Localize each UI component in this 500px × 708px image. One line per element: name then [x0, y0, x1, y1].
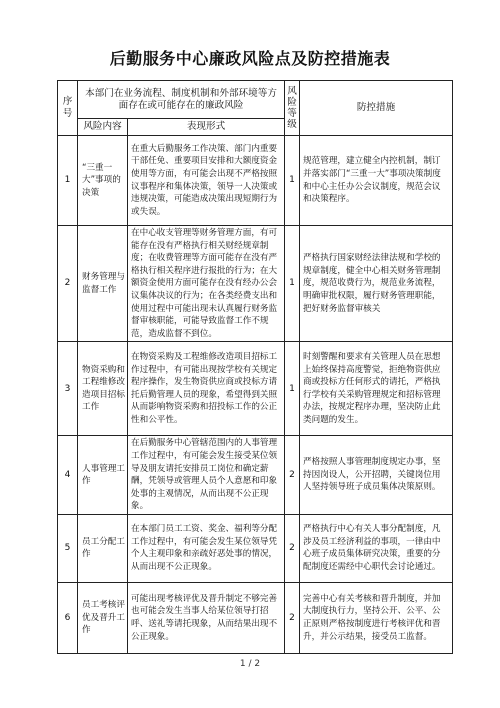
control-measures: 严格按照人事管理制度规定办事，坚持因岗设人，公开招聘，关键岗位用人坚持领导班子成员集体决策原则。 [300, 436, 453, 515]
table-row [58, 342, 453, 436]
risk-manifestation: 在物资采购及工程维修改造项目招标工作过程中，有可能出现按学校有关规定程序操作，发生物资供应商或投标方请托后勤管理人员的现象，希望得到关照从而影响物资采购和招投标工作的公正性和公平性。 [128, 342, 285, 436]
risk-content: 物资采购和工程维修改造项目招标工作 [78, 342, 128, 436]
row-number: 6 [58, 582, 78, 653]
risk-manifestation: 在重大后勤服务工作决策、部门内重要干部任免、重要项目安排和大额度资金使用等方面，有可能会出现不严格按照议事程序和集体决策，领导一人决策或违规决策，可能造成决策出现短期行为或失误。 [128, 136, 285, 226]
risk-level: 2 [285, 582, 300, 653]
table-row [58, 514, 453, 582]
risk-manifestation: 可能出现考核评优及晋升制定不够完善也可能会发生当事人给某位领导打招呼、送礼等请托现象，从而结果出现不公正现象。 [128, 582, 285, 653]
header-no: 序号 [58, 81, 78, 136]
risk-level: 1 [285, 226, 300, 342]
risk-manifestation: 在本部门员工工资、奖金、福利等分配工作过程中，有可能会发生某位领导凭个人主观印象和亲疏好恶处事的情况，从而出现不公正现象。 [128, 514, 285, 582]
header-main: 本部门在业务流程、制度机制和外部环境等方面存在或可能存在的廉政风险 [78, 81, 285, 119]
control-measures: 完善中心有关考核和晋升制度，并加大制度执行力，坚持公开、公平、公正原则严格按制度进行考核评优和晋升，并公示结果，接受员工监督。 [300, 582, 453, 653]
risk-manifestation: 在中心收支管理等财务管理方面，有可能存在没有严格执行相关财经规章制度；在收费管理等方面可能存在没有严格执行相关程序进行报批的行为；在大额资金使用方面可能存在没有经办公会议集体决议的行为；在各类经费支出和使用过程中可能出现未认真履行财务监督审核职能，可能导致监督工作不规范，造成监督不到位。 [128, 226, 285, 342]
row-number: 4 [58, 436, 78, 515]
risk-content: 财务管理与监督工作 [78, 226, 128, 342]
row-number: 1 [58, 136, 78, 226]
row-number: 5 [58, 514, 78, 582]
page-number: 1 / 2 [239, 659, 261, 669]
header-form: 表现形式 [128, 119, 285, 136]
risk-level: 1 [285, 136, 300, 226]
table-row [58, 582, 453, 653]
risk-content: 员工分配工作 [78, 514, 128, 582]
row-number: 2 [58, 226, 78, 342]
row-number: 3 [58, 342, 78, 436]
header-measures: 防控措施 [300, 81, 453, 136]
control-measures: 规范管理，建立健全内控机制，制订并落实部门“三重一大”事项决策制度和中心主任办公会议制度，规范会议和决策程序。 [300, 136, 453, 226]
header-level: 风险等级 [285, 81, 300, 136]
risk-level: 2 [285, 514, 300, 582]
header-content: 风险内容 [78, 119, 128, 136]
table-row [58, 226, 453, 342]
risk-table [57, 80, 453, 654]
risk-level: 1 [285, 342, 300, 436]
risk-level: 2 [285, 436, 300, 515]
table-row [58, 436, 453, 515]
table-row [58, 136, 453, 226]
risk-manifestation: 在后勤服务中心管辖范围内的人事管理工作过程中，有可能会发生接受某位领导及朋友请托安排员工岗位和确定薪酬，凭领导或管理人员个人意愿和印象处事的主观情况，从而出现不公正现象。 [128, 436, 285, 515]
risk-content: 人事管理工作 [78, 436, 128, 515]
control-measures: 严格执行国家财经法律法规和学校的规章制度，健全中心相关财务管理制度，规范收费行为，规范业务流程，明确审批权限，履行财务管理职能，把好财务监督审核关 [300, 226, 453, 342]
control-measures: 时刻警醒和要求有关管理人员在思想上始终保持高度警觉，拒绝物资供应商或投标方任何形式的请托，严格执行学校有关采购管理规定和招标管理办法，按规定程序办理，坚决防止此类问题的发生。 [300, 342, 453, 436]
page-title: 后勤服务中心廉政风险点及防控措施表 [109, 49, 391, 68]
risk-content: 员工考核评优及晋升工作 [78, 582, 128, 653]
control-measures: 严格执行中心有关人事分配制度，凡涉及员工经济利益的事项，一律由中心班子成员集体研究决策，重要的分配制度还需经中心职代会讨论通过。 [300, 514, 453, 582]
risk-content: “三重一大”事项的决策 [78, 136, 128, 226]
header-row-1 [58, 81, 453, 119]
